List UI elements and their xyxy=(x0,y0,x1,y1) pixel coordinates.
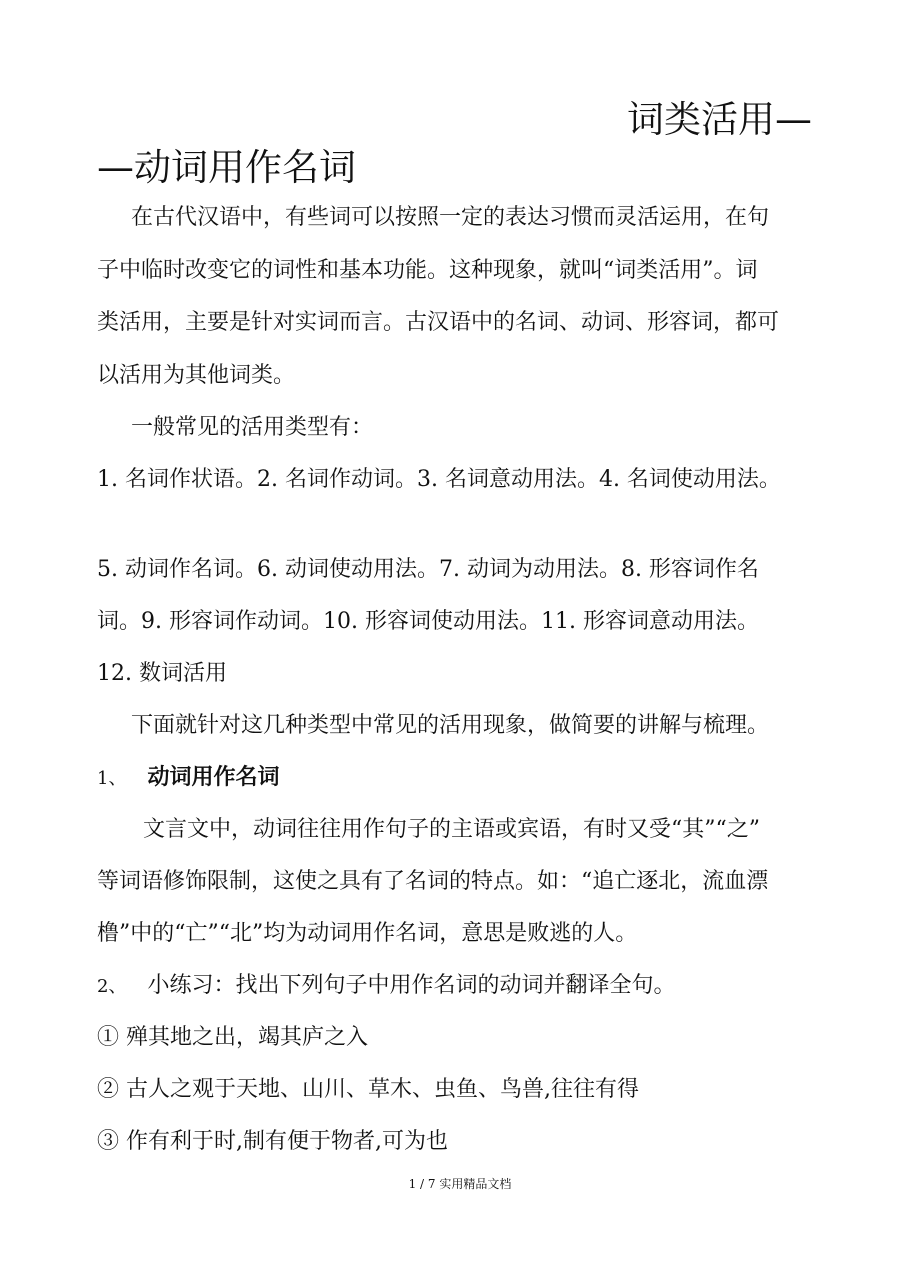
section-2-heading xyxy=(97,972,675,1001)
section-1-heading xyxy=(97,764,279,793)
transition-sentence: 下面就针对这几种类型中常见的活用现象，做简要的讲解与梳理。 xyxy=(131,713,770,738)
intro-paragraph-line: 子中临时改变它的词性和基本功能。这种现象，就叫“词类活用”。词 xyxy=(97,258,758,283)
types-list-line: 5. 动词作名词。6. 动词使动用法。7. 动词为动用法。8. 形容词作名 xyxy=(97,557,759,582)
types-list-line: 1. 名词作状语。2. 名词作动词。3. 名词意动用法。4. 名词使动用法。 xyxy=(97,467,781,492)
types-list-line: 12. 数词活用 xyxy=(97,661,227,686)
section-1-paragraph-line: 文言文中，动词往往用作句子的主语或宾语，有时又受“其”“之” xyxy=(143,817,760,842)
document-title-line-2: —动词用作名词 xyxy=(97,146,356,189)
intro-paragraph-line: 以活用为其他词类。 xyxy=(97,363,296,388)
section-1-title: 动词用作名词 xyxy=(147,765,280,790)
document-title-line-1: 词类活用— xyxy=(627,98,812,141)
intro-paragraph-line: 类活用，主要是针对实词而言。古汉语中的名词、动词、形容词，都可 xyxy=(97,310,780,335)
exercise-item: ③ 作有利于时,制有便于物者,可为也 xyxy=(97,1129,448,1154)
section-1-paragraph-line: 橹”中的“亡”“北”均为动词用作名词，意思是败逃的人。 xyxy=(97,921,638,946)
section-1-paragraph-line: 等词语修饰限制，这使之具有了名词的特点。如：“追亡逐北，流血漂 xyxy=(97,869,769,894)
intro-paragraph-line: 在古代汉语中，有些词可以按照一定的表达习惯而灵活运用，在句 xyxy=(131,205,770,230)
section-2-title: 小练习：找出下列句子中用作名词的动词并翻译全句。 xyxy=(147,973,676,998)
exercise-item: ① 殚其地之出，竭其庐之入 xyxy=(97,1025,368,1050)
section-1-number: 1、 xyxy=(97,768,127,789)
section-2-number: 2、 xyxy=(97,976,127,997)
page-footer: 1 / 7 实用精品文档 xyxy=(408,1177,512,1191)
types-list-line: 词。9. 形容词作动词。10. 形容词使动用法。11. 形容词意动用法。 xyxy=(97,609,759,634)
exercise-item: ② 古人之观于天地、山川、草木、虫鱼、鸟兽,往往有得 xyxy=(97,1077,639,1102)
types-intro: 一般常见的活用类型有： xyxy=(131,415,374,440)
